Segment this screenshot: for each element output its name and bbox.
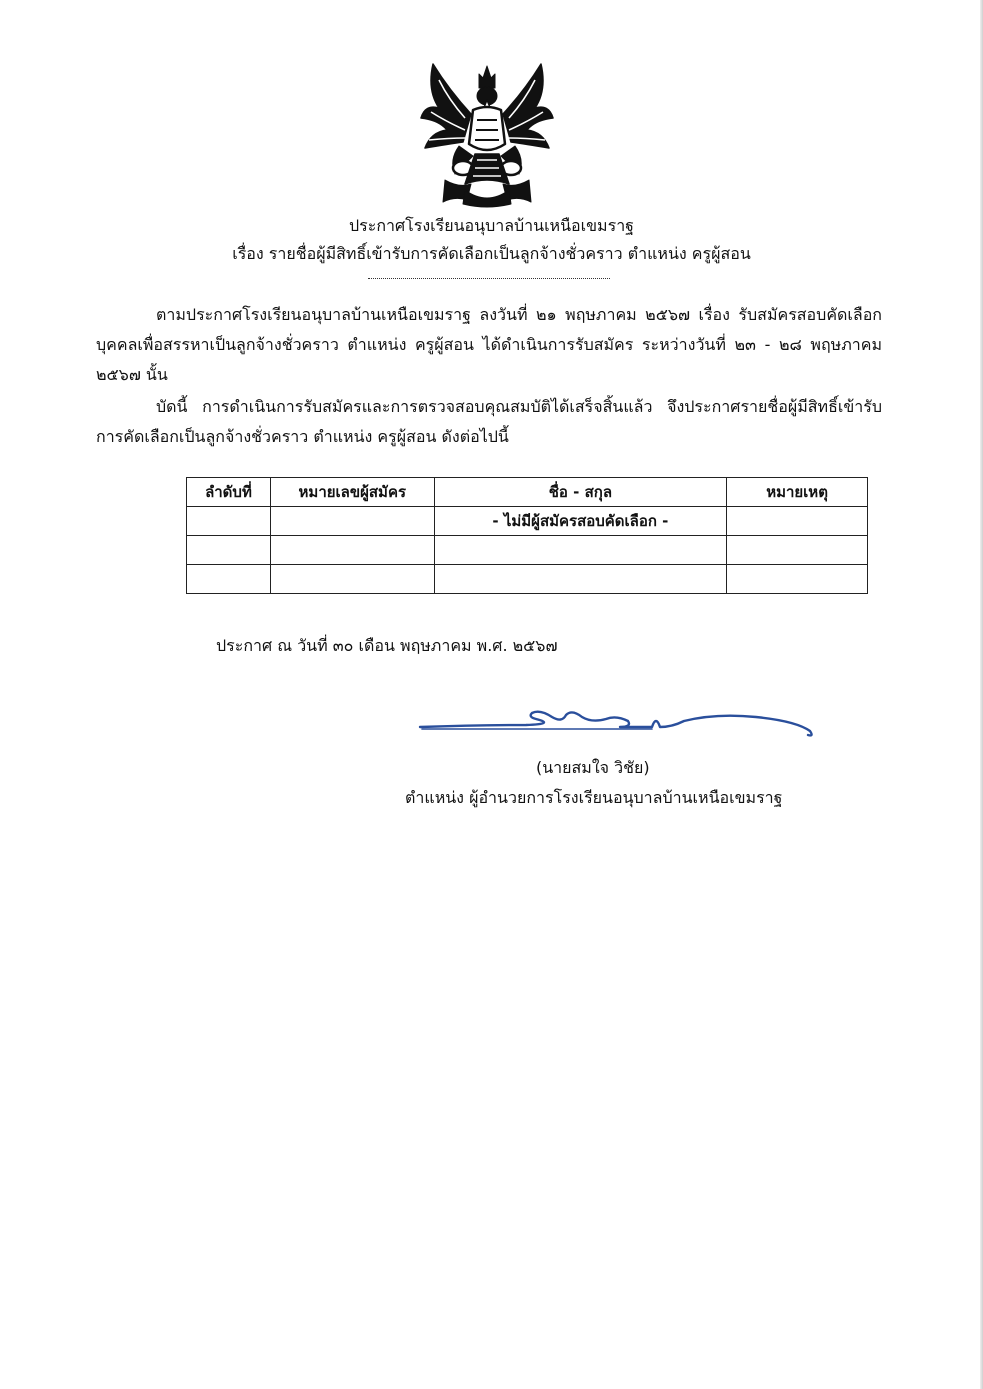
table-cell bbox=[727, 536, 868, 565]
column-header-order: ลำดับที่ bbox=[187, 478, 271, 507]
signer-position: ตำแหน่ง ผู้อำนวยการโรงเรียนอนุบาลบ้านเหนือเขมราฐ bbox=[405, 788, 783, 807]
table-cell bbox=[727, 507, 868, 536]
table-cell bbox=[187, 507, 271, 536]
table-cell bbox=[270, 507, 434, 536]
signature-icon bbox=[416, 705, 816, 745]
header-line-2: เรื่อง รายชื่อผู้มีสิทธิ์เข้ารับการคัดเลือกเป็นลูกจ้างชั่วคราว ตำแหน่ง ครูผู้สอน bbox=[232, 244, 751, 263]
column-header-applicant-number: หมายเลขผู้สมัคร bbox=[270, 478, 434, 507]
table-cell bbox=[270, 565, 434, 594]
table-cell: - ไม่มีผู้สมัครสอบคัดเลือก - bbox=[434, 507, 726, 536]
dotted-separator bbox=[368, 278, 610, 279]
paragraph-1: ตามประกาศโรงเรียนอนุบาลบ้านเหนือเขมราฐ ลงวันที่ ๒๑ พฤษภาคม ๒๕๖๗ เรื่อง รับสมัครสอบคัดเลือกบุคคลเพื่อสรรหาเป็นลูกจ้างชั่วคราว ตำแหน่ง ครูผู้สอน ได้ดำเนินการรับสมัคร ระหว่างวันที่ ๒๓ - ๒๘ พฤษภาคม ๒๕๖๗ นั้น bbox=[96, 305, 882, 384]
table-cell bbox=[434, 536, 726, 565]
table-cell bbox=[727, 565, 868, 594]
table-cell bbox=[187, 565, 271, 594]
table-header-row bbox=[187, 478, 868, 507]
paragraph-2: บัดนี้ การดำเนินการรับสมัครและการตรวจสอบคุณสมบัติได้เสร็จสิ้นแล้ว จึงประกาศรายชื่อผู้มีสิทธิ์เข้ารับการคัดเลือกเป็นลูกจ้างชั่วคราว ตำแหน่ง ครูผู้สอน ดังต่อไปนี้ bbox=[96, 397, 882, 446]
column-header-name: ชื่อ - สกุล bbox=[434, 478, 726, 507]
candidate-table bbox=[186, 477, 868, 594]
table-row bbox=[187, 565, 868, 594]
table-cell bbox=[270, 536, 434, 565]
table-cell bbox=[434, 565, 726, 594]
table-cell bbox=[187, 536, 271, 565]
column-header-remark: หมายเหตุ bbox=[727, 478, 868, 507]
signer-name: (นายสมใจ วิชัย) bbox=[536, 758, 650, 777]
garuda-emblem-icon bbox=[419, 60, 555, 210]
header-line-1: ประกาศโรงเรียนอนุบาลบ้านเหนือเขมราฐ bbox=[348, 216, 635, 235]
table-row bbox=[187, 536, 868, 565]
table-row bbox=[187, 507, 868, 536]
announcement-date: ประกาศ ณ วันที่ ๓๐ เดือน พฤษภาคม พ.ศ. ๒๕๖๗ bbox=[216, 636, 558, 655]
